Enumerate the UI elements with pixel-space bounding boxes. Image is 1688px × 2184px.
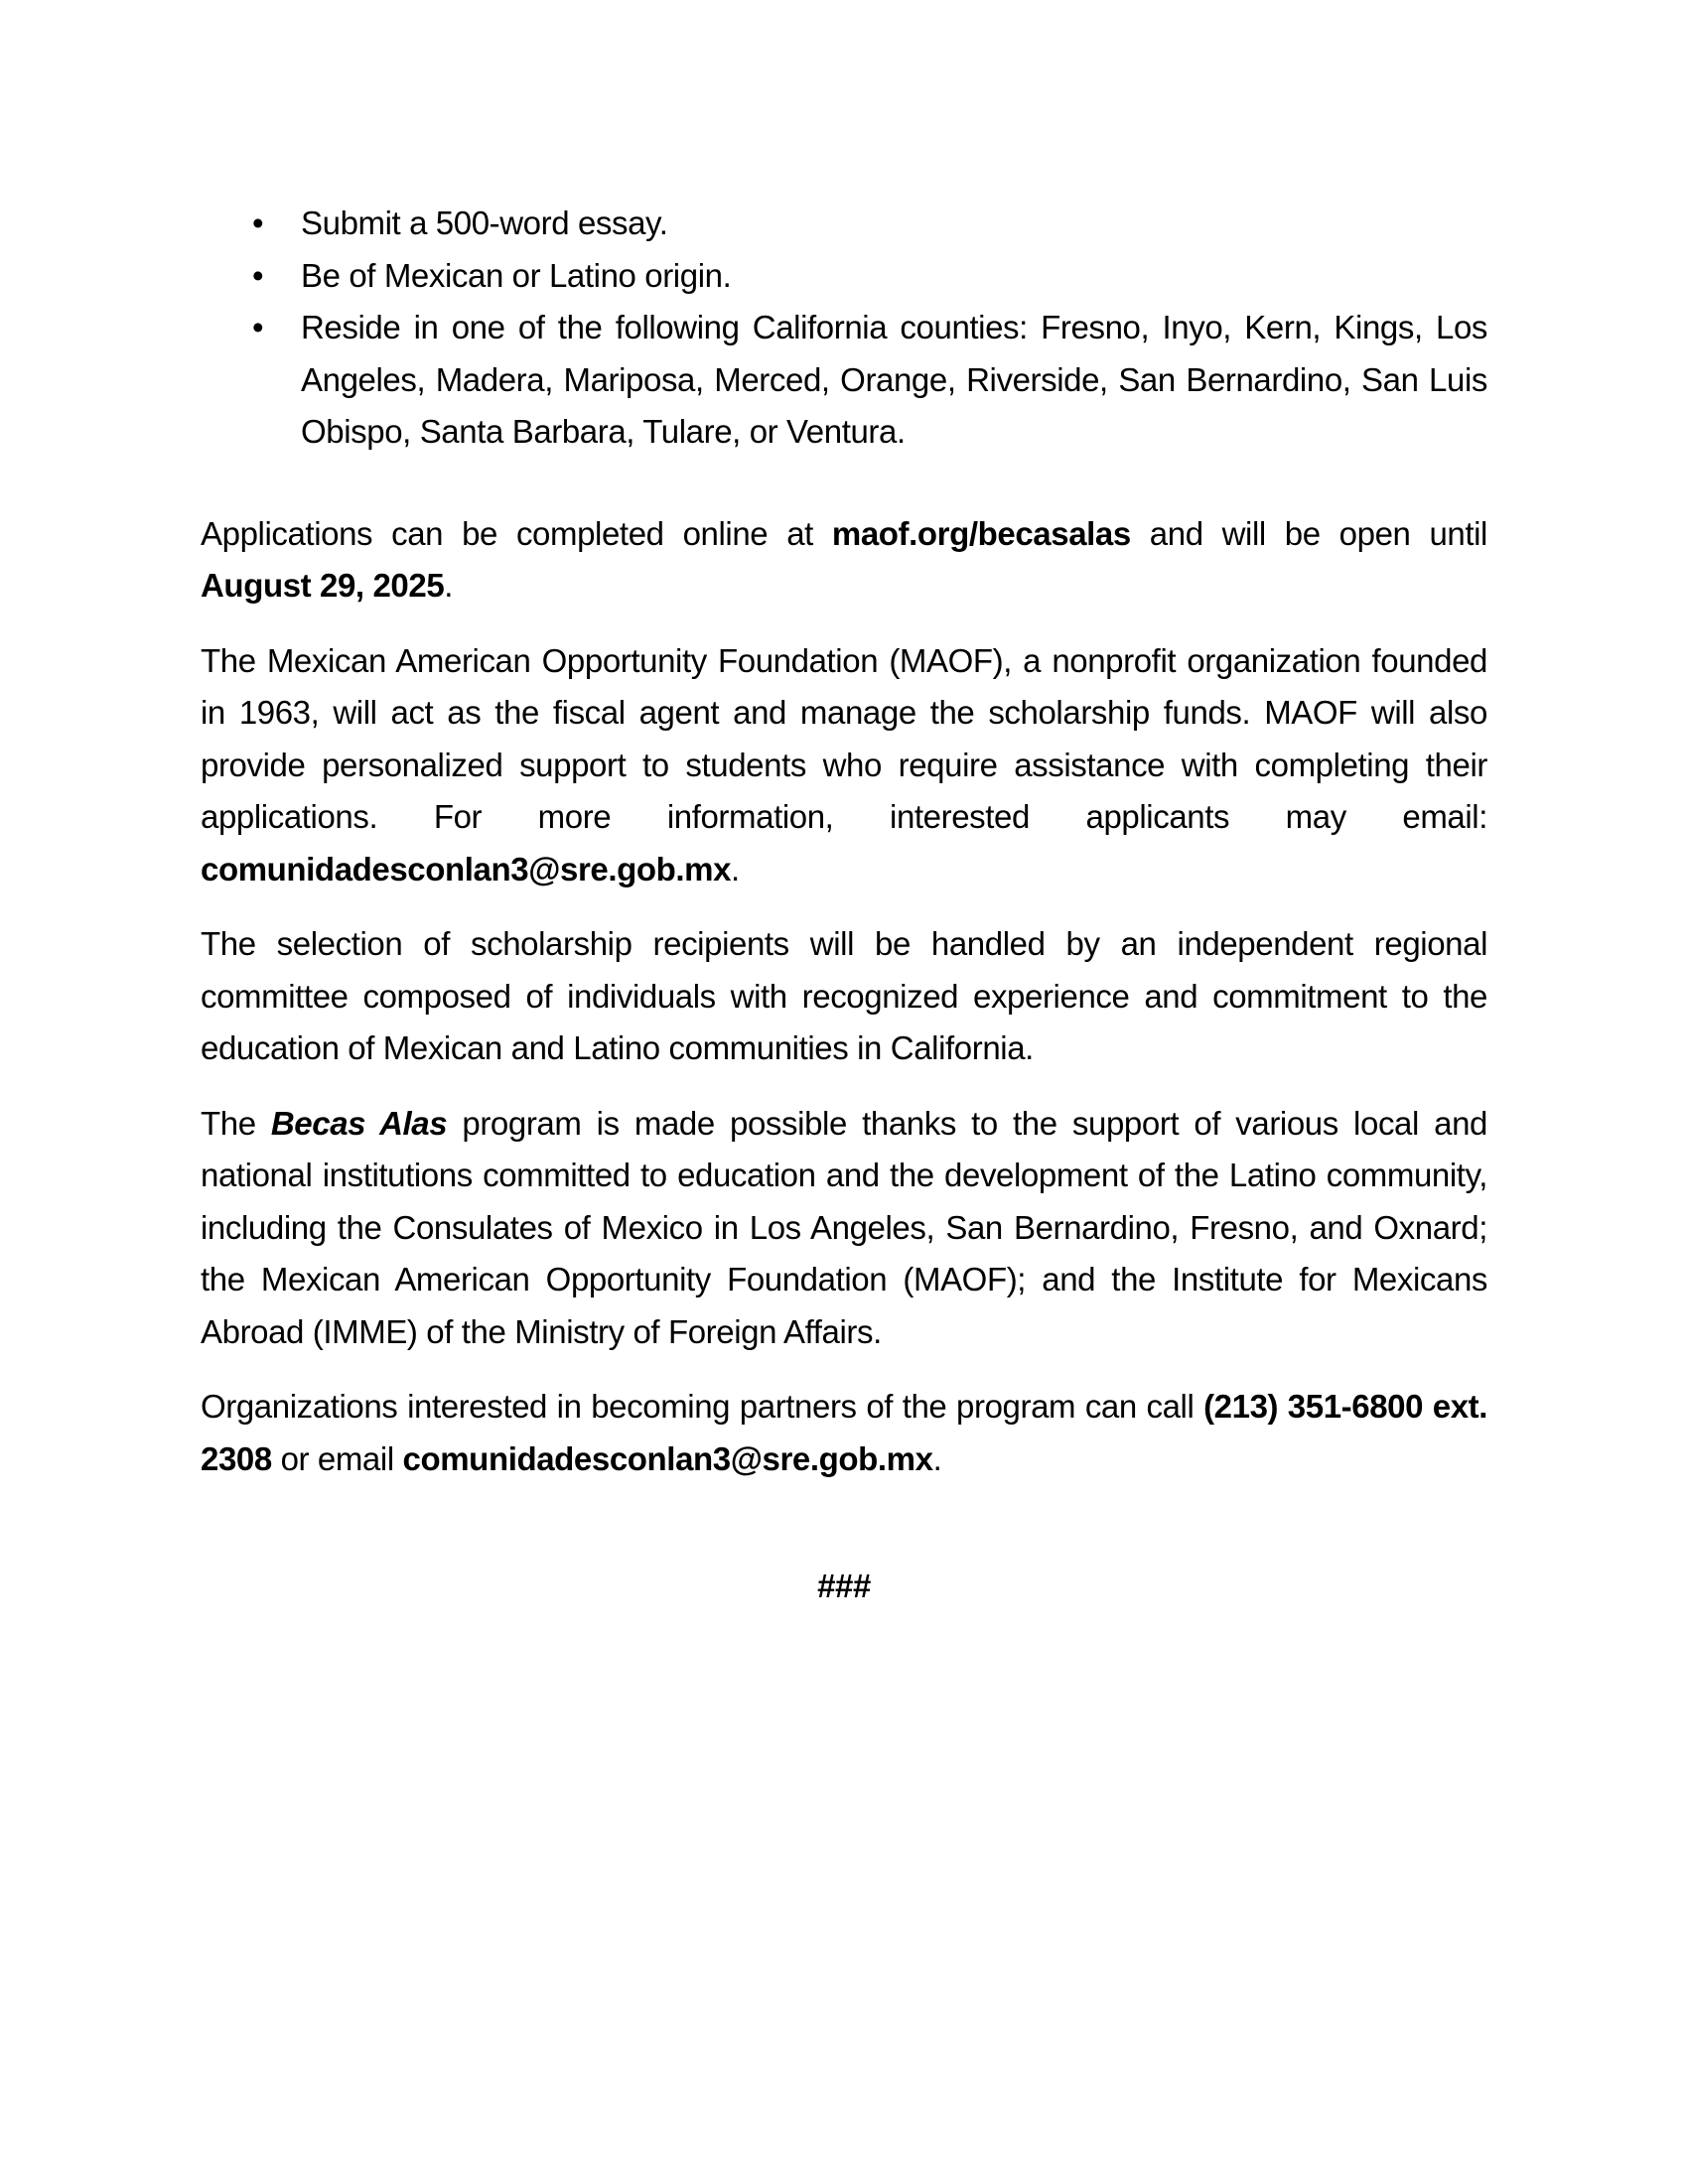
- paragraph-selection: [201, 918, 1487, 1075]
- document-content: [201, 198, 1487, 1613]
- end-mark: ###: [817, 1568, 871, 1604]
- partner-phone: (213) 351-6800 ext. 2308: [201, 1388, 1487, 1477]
- requirements-list: [201, 198, 1487, 459]
- text-run: and will be open until: [1130, 514, 1487, 552]
- partner-email: comunidadesconlan3@sre.gob.mx: [402, 1439, 933, 1477]
- text-run: The Mexican American Opportunity Foundation (MAOF), a nonprofit organization founded in 1963, will act as the fiscal agent and manage the scholarship funds. MAOF will also provide personalized support to students who require assistance with completing their applications. For more information, interested applicants may email:: [201, 641, 1487, 835]
- text-run: The selection of scholarship recipients will be handled by an independent regional committee composed of individuals with recognized experience and commitment to the education of Mexican and Latino communities in California.: [201, 925, 1487, 1066]
- list-item-text: Be of Mexican or Latino origin.: [301, 256, 732, 294]
- text-run: Applications can be completed online at: [201, 514, 832, 552]
- list-item-text: Submit a 500-word essay.: [301, 205, 668, 241]
- text-run: .: [731, 850, 740, 887]
- list-item-text: Reside in one of the following California counties: Fresno, Inyo, Kern, Kings, Los Angeles, Madera, Mariposa, Merced, Orange, Riverside, San Bernardino, San Luis Obispo, Santa Barbara, Tulare, or Ventura.: [301, 309, 1487, 450]
- text-run: .: [444, 567, 454, 604]
- text-run: .: [932, 1439, 942, 1477]
- text-run: program is made possible thanks to the support of various local and national institutions committed to education and the development of the Latino community, including the Consulates of Mexico in Los Angeles, San Bernardino, Fresno, and Oxnard; the Mexican American Opportunity Foundation (MAOF); and the Institute for Mexicans Abroad (IMME) of the Ministry of Foreign Affairs.: [201, 1104, 1487, 1350]
- text-run: The: [201, 1104, 271, 1142]
- paragraph-partners: [201, 1381, 1487, 1485]
- text-run: or email: [271, 1439, 403, 1477]
- list-item: [201, 198, 1487, 250]
- paragraph-applications: [201, 508, 1487, 613]
- bullet-icon: •: [252, 256, 264, 294]
- paragraph-becas-alas: [201, 1098, 1487, 1359]
- bullet-icon: •: [252, 309, 264, 345]
- list-item: [201, 302, 1487, 459]
- contact-email: comunidadesconlan3@sre.gob.mx: [201, 850, 732, 887]
- application-url: maof.org/becasalas: [831, 514, 1131, 552]
- deadline-date: August 29, 2025: [201, 567, 445, 604]
- text-run: Organizations interested in becoming partners of the program can call: [201, 1388, 1204, 1425]
- list-item: [201, 250, 1487, 303]
- paragraph-maof: [201, 635, 1487, 896]
- bullet-icon: •: [252, 205, 264, 241]
- program-name: Becas Alas: [270, 1104, 448, 1142]
